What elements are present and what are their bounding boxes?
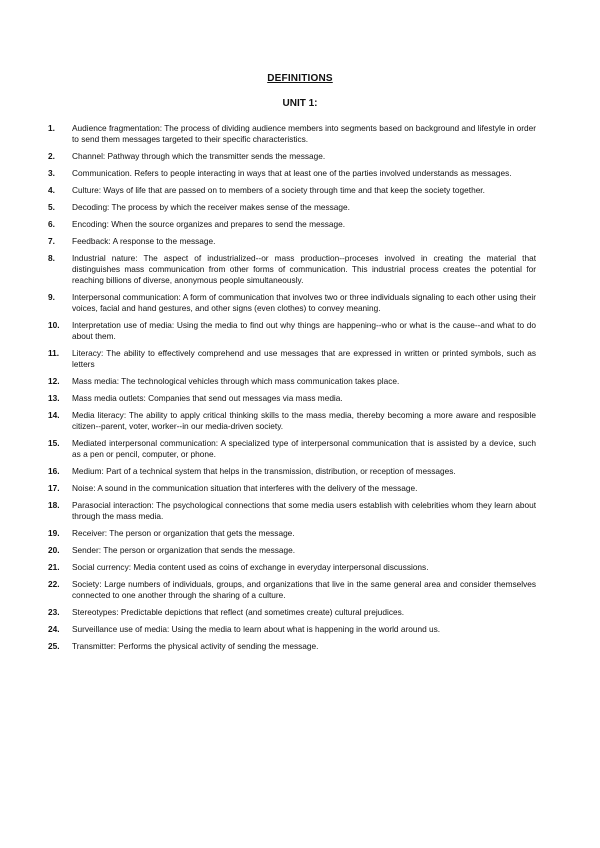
list-item	[48, 562, 536, 573]
item-definition: Surveillance use of media: Using the media to learn about what is happening in the world around us.	[72, 624, 441, 634]
list-item	[48, 185, 536, 196]
list-item	[48, 545, 536, 556]
list-item	[48, 376, 536, 387]
list-item	[48, 123, 536, 145]
item-definition: Social currency: Media content used as coins of exchange in everyday interpersonal discussions.	[72, 562, 429, 572]
item-definition: Interpersonal communication: A form of communication that involves two or three individuals signaling to each other using their voices, facial and hand gestures, and other signs (even clothes) to convey meaning.	[72, 292, 536, 313]
item-definition: Parasocial interaction: The psychological connections that some media users establish with celebrities whom they learn about through the mass media.	[72, 500, 536, 521]
item-number: 16.	[48, 466, 60, 476]
list-item	[48, 348, 536, 370]
item-definition: Mass media outlets: Companies that send out messages via mass media.	[72, 393, 343, 403]
item-number: 7.	[48, 236, 55, 246]
list-item	[48, 579, 536, 601]
item-number: 25.	[48, 641, 60, 651]
item-number: 15.	[48, 438, 60, 448]
list-item	[48, 151, 536, 162]
item-number: 1.	[48, 123, 55, 133]
item-definition: Industrial nature: The aspect of industrialized--or mass production--proceses involved in creating the material that distinguishes mass communication from other forms of communication. This industrial process creates the potential for reaching billions of diverse, anonymous people simultaneously.	[72, 253, 536, 285]
item-number: 24.	[48, 624, 60, 634]
item-number: 18.	[48, 500, 60, 510]
item-number: 4.	[48, 185, 55, 195]
unit-heading: UNIT 1:	[282, 98, 318, 109]
item-number: 20.	[48, 545, 60, 555]
page-title: DEFINITIONS	[267, 73, 333, 84]
list-item	[48, 320, 536, 342]
item-number: 3.	[48, 168, 55, 178]
item-definition: Stereotypes: Predictable depictions that reflect (and sometimes create) cultural prejudices.	[72, 607, 405, 617]
item-number: 11.	[48, 348, 60, 358]
list-item	[48, 624, 536, 635]
item-definition: Medium: Part of a technical system that helps in the transmission, distribution, or reception of messages.	[72, 466, 456, 476]
item-number: 21.	[48, 562, 60, 572]
item-definition: Decoding: The process by which the receiver makes sense of the message.	[72, 202, 350, 212]
item-number: 14.	[48, 410, 60, 420]
item-definition: Mediated interpersonal communication: A specialized type of interpersonal communication that is assisted by a device, such as a pen or pencil, computer, or phone.	[72, 438, 536, 459]
item-definition: Literacy: The ability to effectively comprehend and use messages that are expressed in written or printed symbols, such as letters	[72, 348, 536, 369]
list-item	[48, 500, 536, 522]
item-definition: Channel: Pathway through which the transmitter sends the message.	[72, 151, 326, 161]
item-number: 23.	[48, 607, 60, 617]
item-number: 2.	[48, 151, 55, 161]
list-item	[48, 483, 536, 494]
item-definition: Communication. Refers to people interacting in ways that at least one of the parties involved understands as messages.	[72, 168, 512, 178]
item-definition: Society: Large numbers of individuals, groups, and organizations that live in the same general area and consider themselves connected to one another through the sharing of a culture.	[72, 579, 536, 600]
list-item	[48, 393, 536, 404]
list-item	[48, 410, 536, 432]
list-item	[48, 466, 536, 477]
item-number: 22.	[48, 579, 60, 589]
item-number: 19.	[48, 528, 60, 538]
item-number: 5.	[48, 202, 55, 212]
list-item	[48, 168, 536, 179]
item-number: 17.	[48, 483, 60, 493]
item-definition: Noise: A sound in the communication situation that interferes with the delivery of the message.	[72, 483, 418, 493]
item-number: 6.	[48, 219, 55, 229]
definitions-list	[48, 123, 536, 658]
list-item	[48, 292, 536, 314]
item-number: 13.	[48, 393, 60, 403]
item-number: 10.	[48, 320, 60, 330]
item-number: 12.	[48, 376, 60, 386]
list-item	[48, 253, 536, 286]
item-definition: Sender: The person or organization that sends the message.	[72, 545, 296, 555]
list-item	[48, 607, 536, 618]
item-definition: Feedback: A response to the message.	[72, 236, 216, 246]
list-item	[48, 528, 536, 539]
item-number: 9.	[48, 292, 55, 302]
item-definition: Culture: Ways of life that are passed on to members of a society through time and that keep the society together.	[72, 185, 485, 195]
item-number: 8.	[48, 253, 55, 263]
list-item	[48, 641, 536, 652]
list-item	[48, 438, 536, 460]
item-definition: Encoding: When the source organizes and prepares to send the message.	[72, 219, 346, 229]
item-definition: Interpretation use of media: Using the media to find out why things are happening--who or what is the cause--and what to do about them.	[72, 320, 536, 341]
item-definition: Media literacy: The ability to apply critical thinking skills to the mass media, thereby becoming a more aware and resposible citizen--parent, voter, worker--in our media-driven society.	[72, 410, 536, 431]
list-item	[48, 236, 536, 247]
list-item	[48, 219, 536, 230]
item-definition: Receiver: The person or organization that gets the message.	[72, 528, 295, 538]
item-definition: Mass media: The technological vehicles through which mass communication takes place.	[72, 376, 400, 386]
list-item	[48, 202, 536, 213]
item-definition: Transmitter: Performs the physical activity of sending the message.	[72, 641, 319, 651]
item-definition: Audience fragmentation: The process of dividing audience members into segments based on background and lifestyle in order to send them messages targeted to their specific characteristics.	[72, 123, 536, 144]
